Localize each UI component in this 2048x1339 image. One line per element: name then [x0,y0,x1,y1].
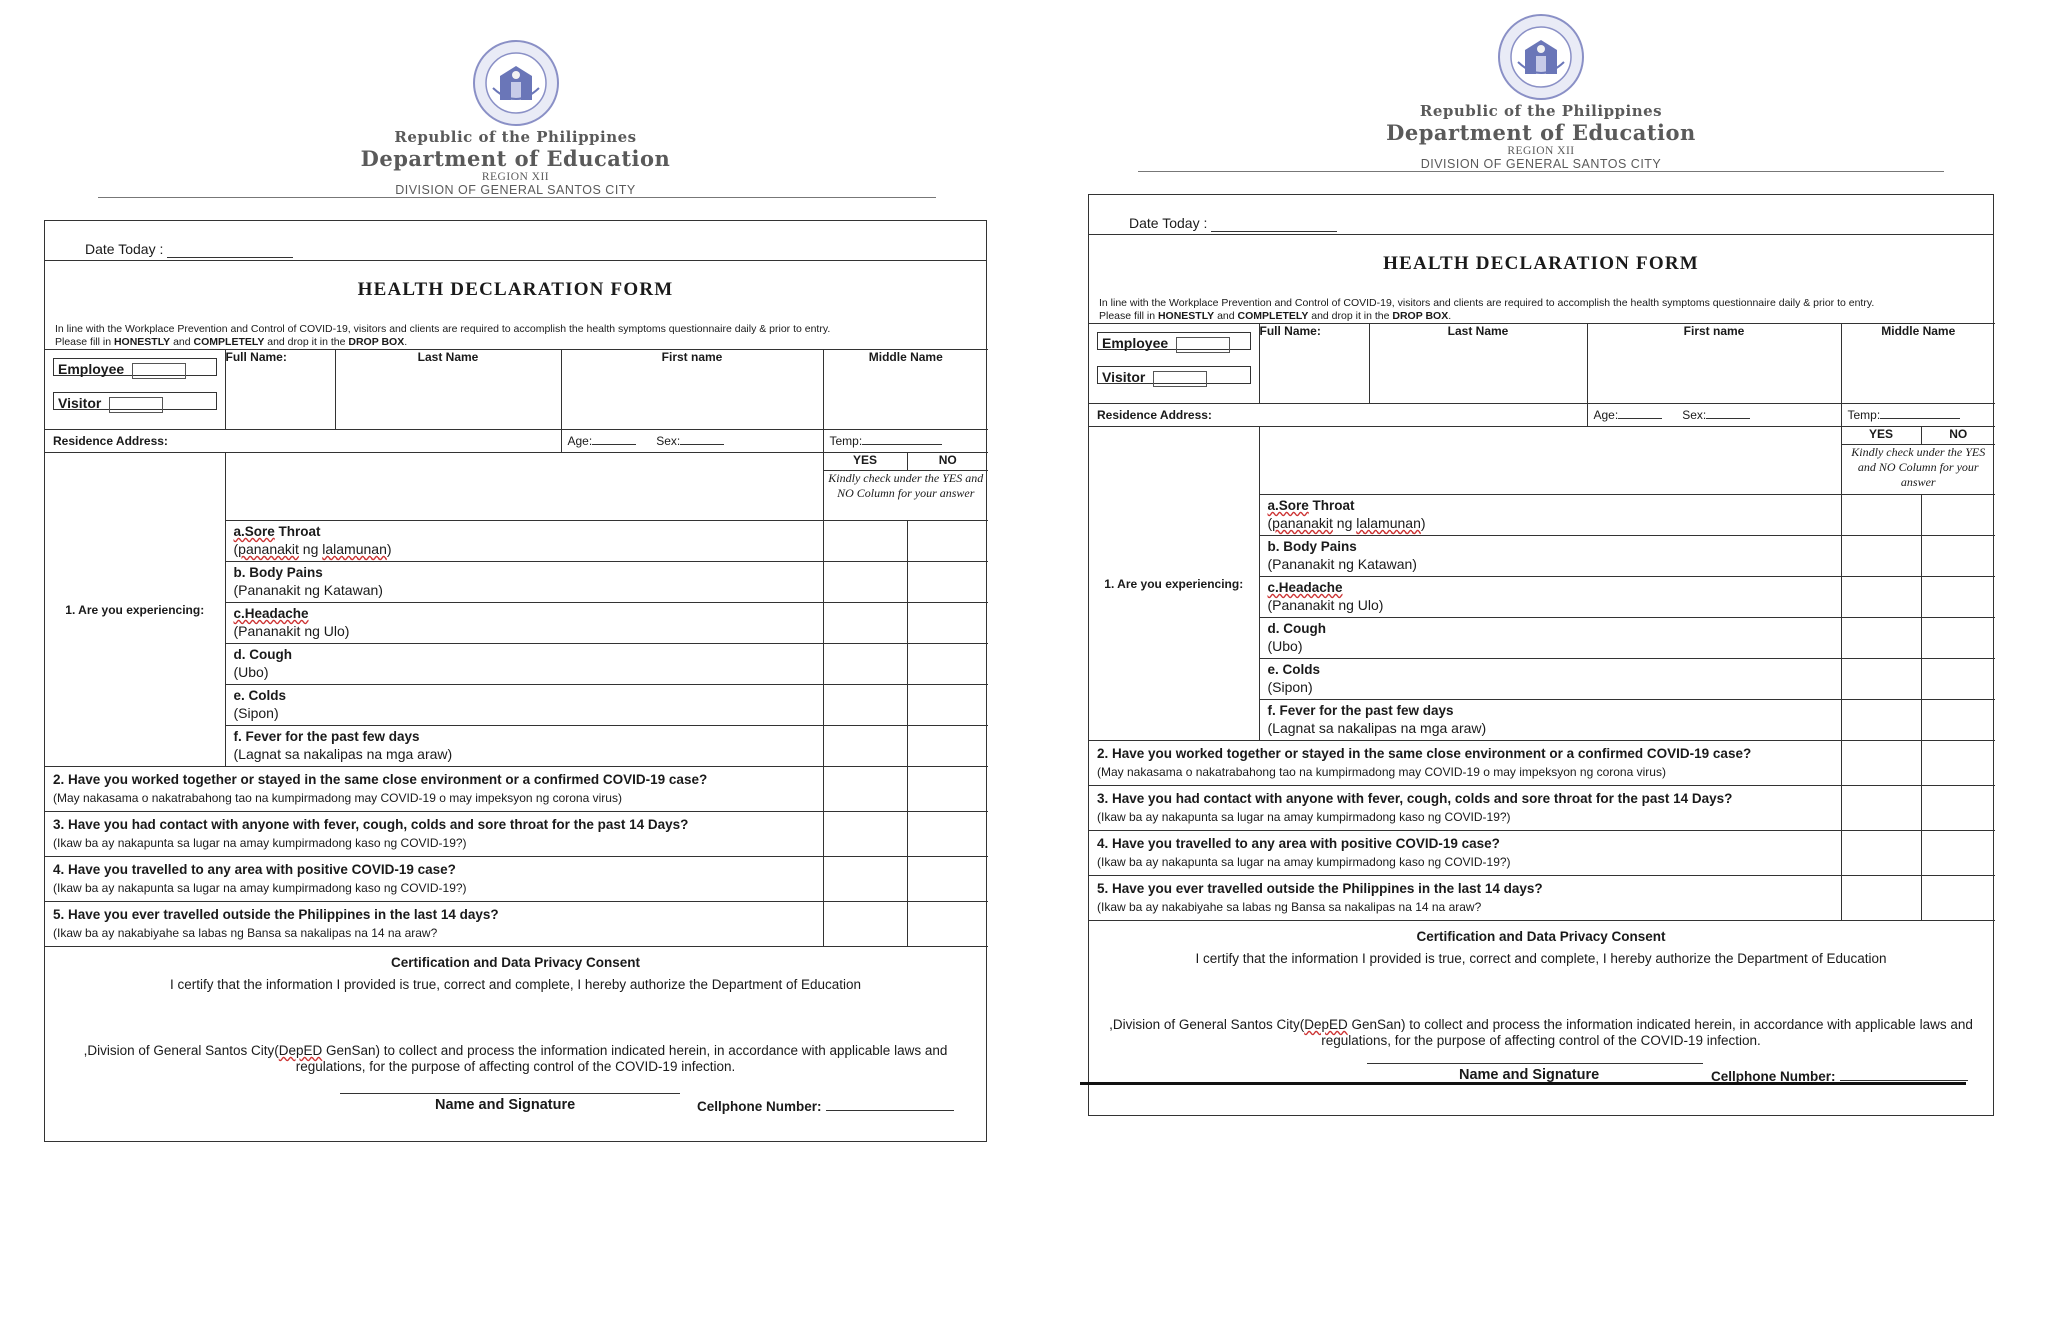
yes-checkbox-q4[interactable] [1841,831,1921,876]
last-name-field[interactable] [1369,324,1587,404]
no-checkbox-q5[interactable] [1921,876,1995,921]
check-instruction: Kindly check under the YES and NO Column for your answer [1841,445,1995,495]
visitor-checkbox[interactable] [1153,371,1207,387]
letterhead [1088,12,1994,171]
certification-text-1: I certify that the information I provided is true, correct and complete, I hereby authorize the Department of Education [1195,951,1887,966]
yes-checkbox-fever[interactable] [823,726,907,767]
question-4: 4. Have you travelled to any area with positive COVID-19 case? (Ikaw ba ay nakapunta sa lugar na amay kumpirmadong kaso ng COVID-19?) [45,857,823,902]
certification-title: Certification and Data Privacy Consent [1416,929,1666,944]
residence-label: Residence Address: [53,434,168,448]
question-2: 2. Have you worked together or stayed in the same close environment or a confirmed COVID-19 case? (May nakasama o nakatrabahong tao na kumpirmadong may COVID-19 o may impeksyon ng corona virus) [45,767,823,812]
last-name-field[interactable] [335,350,561,430]
deped-seal-icon [1496,12,1586,102]
visitor-option[interactable]: Visitor [1097,366,1251,384]
health-declaration-form-left [44,38,987,1142]
certification-text-2: ,Division of General Santos City(DepED GenSan) to collect and process the information indicated herein, in accordance with applicable laws and regulations, for the purpose of affecting control of the COVID-19 infection. [1109,1017,1973,1048]
symptom-fever: f. Fever for the past few days (Lagnat sa nakalipas na mga araw) [1259,700,1841,741]
letterhead [44,38,987,197]
yes-checkbox-q5[interactable] [1841,876,1921,921]
no-checkbox-body-pains[interactable] [1921,536,1995,577]
employee-option[interactable]: Employee [53,358,217,376]
signature-row [45,1075,986,1141]
sex-line [680,444,724,445]
signature-line[interactable] [340,1093,680,1094]
employee-option[interactable]: Employee [1097,332,1251,350]
no-checkbox-sore-throat[interactable] [907,521,988,562]
certification-text-2: ,Division of General Santos City(DepED GenSan) to collect and process the information indicated herein, in accordance with applicable laws and regulations, for the purpose of affecting control of the COVID-19 infection. [83,1043,948,1074]
deped-seal-icon [471,38,561,128]
no-column-header: NO [907,453,988,471]
form-frame [44,220,987,1142]
first-name-caption: First name [661,350,723,364]
full-name-label: Full Name: [1259,324,1369,404]
bottom-rule [1080,1082,1966,1085]
yes-checkbox-q3[interactable] [823,812,907,857]
date-label: Date Today : [1129,215,1208,231]
yes-checkbox-sore-throat[interactable] [1841,495,1921,536]
region-line: REGION XII [481,171,550,183]
temp-field[interactable] [1841,404,1995,427]
date-row [1089,195,1993,235]
question-1-label: 1. Are you experiencing: [1089,427,1259,741]
yes-checkbox-cough[interactable] [1841,618,1921,659]
yes-checkbox-fever[interactable] [1841,700,1921,741]
yes-checkbox-q5[interactable] [823,902,907,947]
symptom-header-blank [225,453,823,521]
symptom-colds: e. Colds (Sipon) [225,685,823,726]
declaration-table [1089,323,1995,921]
full-name-label: Full Name: [225,350,335,430]
yes-checkbox-body-pains[interactable] [823,562,907,603]
no-column-header: NO [1921,427,1995,445]
division-line: DIVISION OF GENERAL SANTOS CITY [1420,157,1662,171]
no-checkbox-q2[interactable] [907,767,988,812]
yes-checkbox-cough[interactable] [823,644,907,685]
intro-line-2: Please fill in HONESTLY and COMPLETELY and drop it in the DROP BOX. [55,336,408,348]
certification-section [45,955,986,1075]
yes-checkbox-q2[interactable] [823,767,907,812]
symptom-body-pains: b. Body Pains (Pananakit ng Katawan) [1259,536,1841,577]
symptom-body-pains: b. Body Pains (Pananakit ng Katawan) [225,562,823,603]
no-checkbox-body-pains[interactable] [907,562,988,603]
last-name-caption: Last Name [417,350,479,364]
check-instruction: Kindly check under the YES and NO Column for your answer [823,471,988,521]
symptom-header-blank [1259,427,1841,495]
header-divider [98,197,936,198]
republic-line: Republic of the Philippines [394,128,637,146]
no-checkbox-q4[interactable] [907,857,988,902]
cellphone-label: Cellphone Number: [1711,1069,1836,1084]
intro-line-2: Please fill in HONESTLY and COMPLETELY and drop it in the DROP BOX. [1099,310,1452,322]
person-type-cell [45,350,225,430]
symptom-cough: d. Cough (Ubo) [1259,618,1841,659]
date-field[interactable] [1211,215,1337,232]
no-checkbox-colds[interactable] [907,685,988,726]
sex-label: Sex: [656,434,681,448]
yes-checkbox-headache[interactable] [823,603,907,644]
middle-name-caption: Middle Name [868,350,943,364]
signature-line[interactable] [1367,1063,1703,1064]
first-name-field[interactable] [1587,324,1841,404]
residence-address-field[interactable] [45,430,561,453]
yes-checkbox-body-pains[interactable] [1841,536,1921,577]
cellphone-line [1840,1080,1968,1081]
department-title: Department of Education [1386,120,1696,145]
visitor-checkbox[interactable] [109,397,163,413]
header-divider [1138,171,1944,172]
symptom-headache: c.Headache (Pananakit ng Ulo) [225,603,823,644]
no-checkbox-fever[interactable] [907,726,988,767]
yes-checkbox-colds[interactable] [1841,659,1921,700]
yes-column-header: YES [1841,427,1921,445]
no-checkbox-q3[interactable] [907,812,988,857]
temp-field[interactable] [823,430,988,453]
last-name-caption: Last Name [1447,324,1509,338]
date-row [45,221,986,261]
cellphone-line [826,1110,954,1111]
no-checkbox-q3[interactable] [1921,786,1995,831]
sex-label: Sex: [1682,408,1707,422]
age-label: Age: [567,434,593,448]
first-name-caption: First name [1683,324,1745,338]
first-name-field[interactable] [561,350,823,430]
employee-checkbox[interactable] [132,363,186,379]
age-label: Age: [1593,408,1619,422]
temp-label: Temp: [829,434,863,448]
residence-label: Residence Address: [1097,408,1212,422]
symptom-headache: c.Headache (Pananakit ng Ulo) [1259,577,1841,618]
employee-checkbox[interactable] [1176,337,1230,353]
no-checkbox-cough[interactable] [907,644,988,685]
declaration-table [45,349,988,947]
intro-text [45,313,986,349]
question-2: 2. Have you worked together or stayed in the same close environment or a confirmed COVID-19 case? (May nakasama o nakatrabahong tao na kumpirmadong may COVID-19 o may impeksyon ng corona virus) [1089,741,1841,786]
question-5: 5. Have you ever travelled outside the Philippines in the last 14 days? (Ikaw ba ay nakabiyahe sa labas ng Bansa sa nakalipas na 14 na araw? [45,902,823,947]
form-title: HEALTH DECLARATION FORM [1383,253,1699,274]
symptom-sore-throat: a.Sore Throat (pananakit ng lalamunan) [225,521,823,562]
yes-checkbox-q2[interactable] [1841,741,1921,786]
no-checkbox-sore-throat[interactable] [1921,495,1995,536]
date-label: Date Today : [85,241,164,257]
republic-line: Republic of the Philippines [1419,102,1663,120]
question-3: 3. Have you had contact with anyone with fever, cough, colds and sore throat for the past 14 Days? (Ikaw ba ay nakapunta sa lugar na amay kumpirmadong kaso ng COVID-19?) [45,812,823,857]
no-checkbox-q2[interactable] [1921,741,1995,786]
region-line: REGION XII [1507,145,1575,157]
no-checkbox-q4[interactable] [1921,831,1995,876]
residence-address-field[interactable] [1089,404,1587,427]
symptom-cough: d. Cough (Ubo) [225,644,823,685]
temp-line [1880,418,1960,419]
name-signature-label: Name and Signature [435,1097,576,1113]
symptom-fever: f. Fever for the past few days (Lagnat sa nakalipas na mga araw) [225,726,823,767]
yes-checkbox-headache[interactable] [1841,577,1921,618]
middle-name-field[interactable] [1841,324,1995,404]
question-5: 5. Have you ever travelled outside the Philippines in the last 14 days? (Ikaw ba ay nakabiyahe sa labas ng Bansa sa nakalipas na 14 na araw? [1089,876,1841,921]
age-sex-field[interactable] [1587,404,1841,427]
sex-line [1706,418,1750,419]
certification-section [1089,929,1993,1049]
form-frame [1088,194,1994,1116]
form-title: HEALTH DECLARATION FORM [357,279,674,300]
cellphone-label: Cellphone Number: [697,1099,822,1114]
certification-text-1: I certify that the information I provided is true, correct and complete, I hereby authorize the Department of Education [169,977,862,992]
intro-text [1089,287,1993,323]
symptom-sore-throat: a.Sore Throat (pananakit ng lalamunan) [1259,495,1841,536]
yes-checkbox-colds[interactable] [823,685,907,726]
middle-name-caption: Middle Name [1881,324,1956,338]
age-sex-field[interactable] [561,430,823,453]
age-line [1618,418,1662,419]
question-3: 3. Have you had contact with anyone with fever, cough, colds and sore throat for the past 14 Days? (Ikaw ba ay nakapunta sa lugar na amay kumpirmadong kaso ng COVID-19?) [1089,786,1841,831]
cellphone-field[interactable] [697,1099,954,1114]
no-checkbox-cough[interactable] [1921,618,1995,659]
intro-line-1: In line with the Workplace Prevention and Control of COVID-19, visitors and clients are required to accomplish the health symptoms questionnaire daily & prior to entry. [55,323,831,335]
department-title: Department of Education [360,146,671,171]
no-checkbox-fever[interactable] [1921,700,1995,741]
person-type-cell [1089,324,1259,404]
middle-name-field[interactable] [823,350,988,430]
health-declaration-form-right [1088,12,1994,1116]
symptom-colds: e. Colds (Sipon) [1259,659,1841,700]
yes-checkbox-q3[interactable] [1841,786,1921,831]
no-checkbox-colds[interactable] [1921,659,1995,700]
no-checkbox-q5[interactable] [907,902,988,947]
certification-title: Certification and Data Privacy Consent [390,955,641,970]
age-line [592,444,636,445]
division-line: DIVISION OF GENERAL SANTOS CITY [395,183,636,197]
yes-checkbox-sore-throat[interactable] [823,521,907,562]
intro-line-1: In line with the Workplace Prevention and Control of COVID-19, visitors and clients are required to accomplish the health symptoms questionnaire daily & prior to entry. [1099,297,1875,309]
question-4: 4. Have you travelled to any area with positive COVID-19 case? (Ikaw ba ay nakapunta sa lugar na amay kumpirmadong kaso ng COVID-19?) [1089,831,1841,876]
no-checkbox-headache[interactable] [907,603,988,644]
no-checkbox-headache[interactable] [1921,577,1995,618]
yes-checkbox-q4[interactable] [823,857,907,902]
visitor-option[interactable]: Visitor [53,392,217,410]
yes-column-header: YES [823,453,907,471]
name-signature-label: Name and Signature [1459,1067,1600,1083]
date-field[interactable] [167,241,293,258]
question-1-label: 1. Are you experiencing: [45,453,225,767]
temp-label: Temp: [1847,408,1881,422]
temp-line [862,444,942,445]
